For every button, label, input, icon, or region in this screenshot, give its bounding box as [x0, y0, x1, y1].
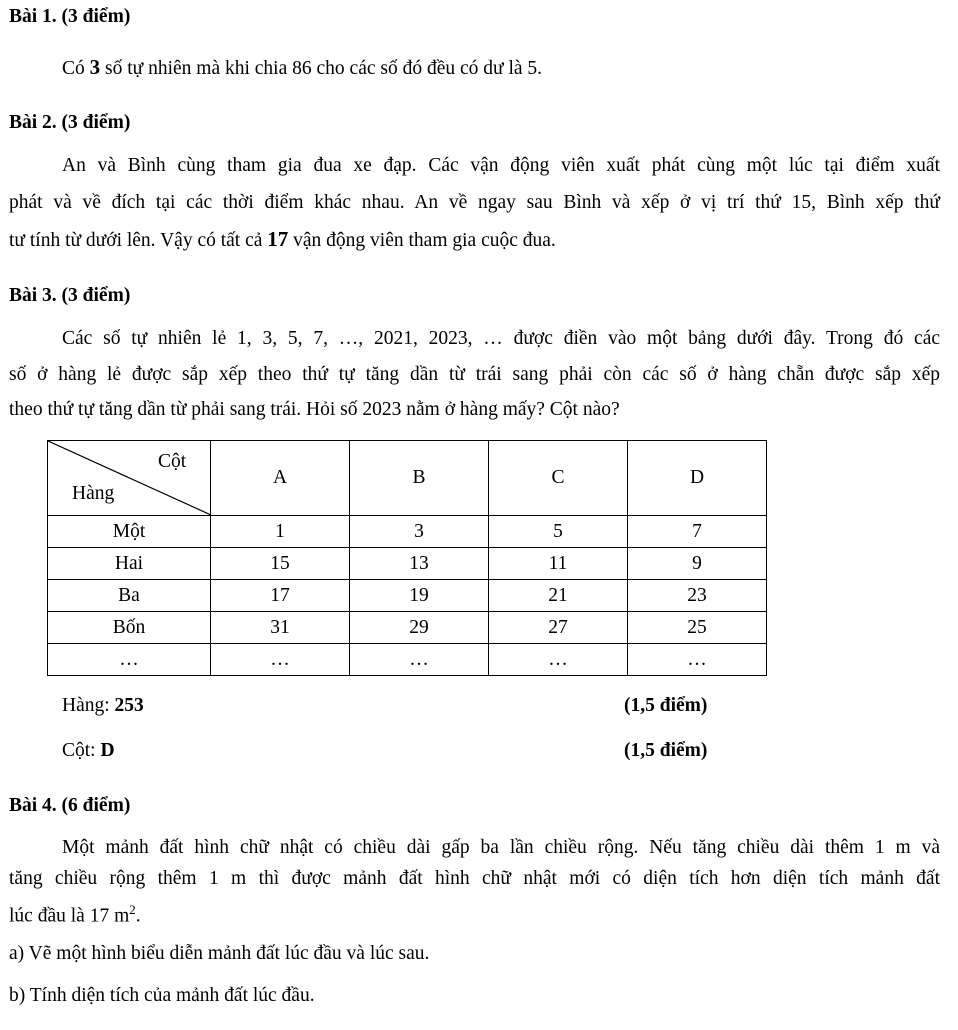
table-cell: 5	[489, 516, 628, 548]
row-label: Hai	[48, 548, 211, 580]
table-cell: …	[628, 644, 767, 676]
column-header: B	[350, 441, 489, 516]
odd-numbers-table	[47, 440, 767, 676]
table-cell: 17	[211, 580, 350, 612]
table-cell: 3	[350, 516, 489, 548]
bai1-text: Có 3 số tự nhiên mà khi chia 86 cho các số đó đều có dư là 5.	[62, 55, 543, 79]
bai1-heading: Bài 1. (3 điểm)	[9, 6, 131, 27]
table-row	[48, 612, 767, 644]
table-cell: 1	[211, 516, 350, 548]
bai3-line-3: theo thứ tự tăng dần từ phải sang trái. Hỏi số 2023 nằm ở hàng mấy? Cột nào?	[9, 399, 620, 420]
table-cell: 19	[350, 580, 489, 612]
bai4-part-b: b) Tính diện tích của mảnh đất lúc đầu.	[9, 985, 315, 1006]
table-cell: 25	[628, 612, 767, 644]
bai2-line-1: An và Bình cùng tham gia đua xe đạp. Các vận động viên xuất phát cùng một lúc tại điểm xuất	[62, 155, 940, 176]
corner-column-label: Cột	[158, 451, 187, 472]
corner-row-label: Hàng	[72, 483, 115, 504]
area-value: 17 m	[89, 905, 130, 927]
table-header-row	[48, 441, 767, 516]
row-label: Ba	[48, 580, 211, 612]
column-header: C	[489, 441, 628, 516]
column-header: A	[211, 441, 350, 516]
bai2-answer: 17	[267, 227, 289, 251]
table-row	[48, 580, 767, 612]
table-cell: 13	[350, 548, 489, 580]
answer-row-score: (1,5 điểm)	[624, 695, 708, 716]
bai3-line-1: Các số tự nhiên lẻ 1, 3, 5, 7, …, 2021, 2023, … được điền vào một bảng dưới đây. Trong đó các	[62, 328, 940, 349]
answer-column: Cột: D	[62, 740, 115, 761]
bai3-heading: Bài 3. (3 điểm)	[9, 285, 131, 306]
answer-column-value: D	[100, 740, 115, 761]
answer-row-value: 253	[114, 695, 144, 716]
bai2-line-3: tư tính từ dưới lên. Vậy có tất cả 17 vận động viên tham gia cuộc đua.	[9, 227, 556, 251]
bai4-line-2: tăng chiều rộng thêm 1 m thì được mảnh đất hình chữ nhật mới có diện tích hơn diện tích mảnh đất	[9, 868, 940, 889]
answer-row: Hàng: 253	[62, 695, 144, 716]
bai4-heading: Bài 4. (6 điểm)	[9, 795, 131, 816]
bai4-line-3: lúc đầu là 17 $m^2$.	[9, 902, 141, 927]
table-cell: 23	[628, 580, 767, 612]
table-row	[48, 548, 767, 580]
table-cell: …	[489, 644, 628, 676]
table-cell: 21	[489, 580, 628, 612]
bai4-part-a: a) Vẽ một hình biểu diễn mảnh đất lúc đầu và lúc sau.	[9, 943, 430, 964]
table-cell: 9	[628, 548, 767, 580]
answer-column-score: (1,5 điểm)	[624, 740, 708, 761]
bai3-line-2: số ở hàng lẻ được sắp xếp theo thứ tự tăng dần từ trái sang phải còn các số ở hàng chẵn được sắp xếp	[9, 364, 940, 385]
row-label: …	[48, 644, 211, 676]
table-row	[48, 644, 767, 676]
row-label: Một	[48, 516, 211, 548]
table-cell: 29	[350, 612, 489, 644]
area-exponent: 2	[129, 902, 136, 917]
table-corner-cell	[48, 441, 211, 516]
table-cell: 31	[211, 612, 350, 644]
table-cell: 7	[628, 516, 767, 548]
table-row	[48, 516, 767, 548]
table-cell: …	[211, 644, 350, 676]
column-header: D	[628, 441, 767, 516]
table-cell: 11	[489, 548, 628, 580]
bai2-heading: Bài 2. (3 điểm)	[9, 112, 131, 133]
bai4-line-1: Một mảnh đất hình chữ nhật có chiều dài gấp ba lần chiều rộng. Nếu tăng chiều dài thêm 1 m và	[62, 837, 940, 858]
bai2-line-2: phát và về đích tại các thời điểm khác nhau. An về ngay sau Bình và xếp ở vị trí thứ 15, Bình xếp thứ	[9, 192, 940, 213]
row-label: Bốn	[48, 612, 211, 644]
table-cell: 15	[211, 548, 350, 580]
table-cell: 27	[489, 612, 628, 644]
table-cell: …	[350, 644, 489, 676]
bai1-answer: 3	[89, 55, 101, 79]
